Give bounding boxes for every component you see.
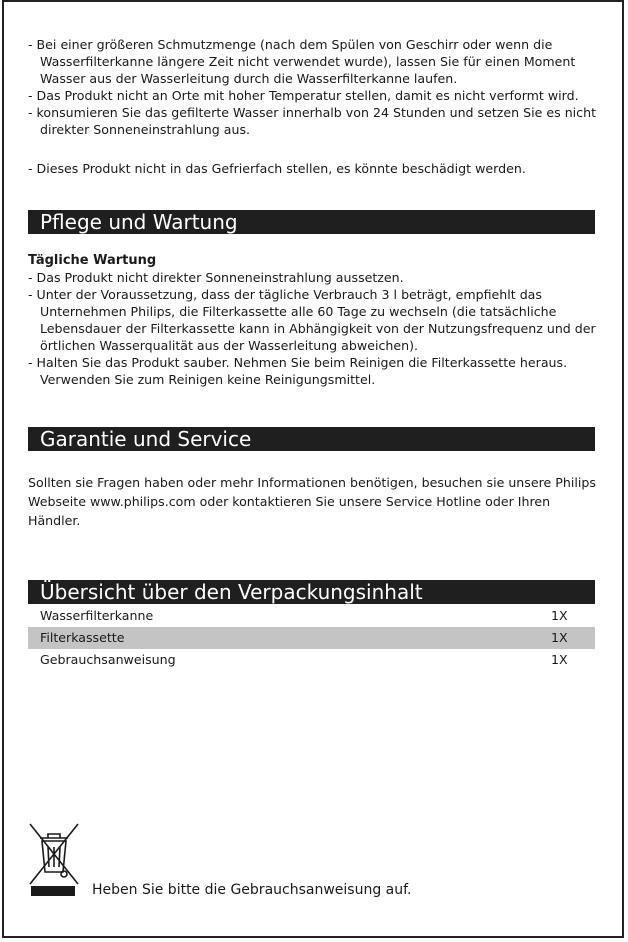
intro-bullet: - Bei einer größeren Schmutzmenge (nach dem Spülen von Geschirr oder wenn die Wasserfilterkanne längere Zeit nicht verwendet wurde), lassen Sie für einen Moment Wasser aus der Wasserleitung durch die Wasserfilterkanne laufen. [28,37,576,86]
footer-bar [31,886,75,896]
freezer-note-block [28,160,618,177]
item-qty: 1X [551,608,568,623]
care-subtitle: Tägliche Wartung [28,253,157,268]
care-heading: Pflege und Wartung [28,210,595,234]
care-bullets [28,269,618,388]
table-row [28,605,595,627]
freezer-note: - Dieses Produkt nicht in das Gefrierfach stellen, es könnte beschädigt werden. [28,161,526,176]
care-bullet: - Unter der Voraussetzung, dass der tägliche Verbrauch 3 l beträgt, empfiehlt das Unternehmen Philips, die Filterkassette alle 60 Tage zu wechseln (die tatsächliche Lebensdauer der Filterkassette kann in Abhängigkeit von der Nutzungsfrequenz und der örtlichen Wasserqualität aus der Wasserleitung abweichen). [28,287,596,353]
care-bullet: - Das Produkt nicht direkter Sonneneinstrahlung aussetzen. [28,270,404,285]
contents-table [28,605,595,671]
contents-heading: Übersicht über den Verpackungsinhalt [28,580,595,604]
crossed-out-wheelie-bin-icon [28,822,80,892]
item-name: Gebrauchsanweisung [40,652,176,667]
table-row [28,627,595,649]
warranty-section [28,473,600,530]
page-frame [2,0,624,938]
footer-text: Heben Sie bitte die Gebrauchsanweisung auf. [92,882,412,898]
item-name: Filterkassette [40,630,125,645]
warranty-text: Sollten sie Fragen haben oder mehr Informationen benötigen, besuchen sie unsere Philips Webseite www.philips.com oder kontaktieren Sie unsere Service Hotline oder Ihren Händler. [28,475,596,528]
intro-bullet: - Das Produkt nicht an Orte mit hoher Temperatur stellen, damit es nicht verformt wird. [28,88,579,103]
warranty-heading: Garantie und Service [28,427,595,451]
item-qty: 1X [551,630,568,645]
table-row [28,649,595,671]
care-section [28,252,618,388]
intro-bullet: - konsumieren Sie das gefilterte Wasser innerhalb von 24 Stunden und setzen Sie es nicht direkter Sonneneinstrahlung aus. [28,105,597,137]
intro-bullets [28,36,618,138]
item-name: Wasserfilterkanne [40,608,154,623]
item-qty: 1X [551,652,568,667]
care-bullet: - Halten Sie das Produkt sauber. Nehmen Sie beim Reinigen die Filterkassette heraus. Verwenden Sie zum Reinigen keine Reinigungsmittel. [28,355,568,387]
